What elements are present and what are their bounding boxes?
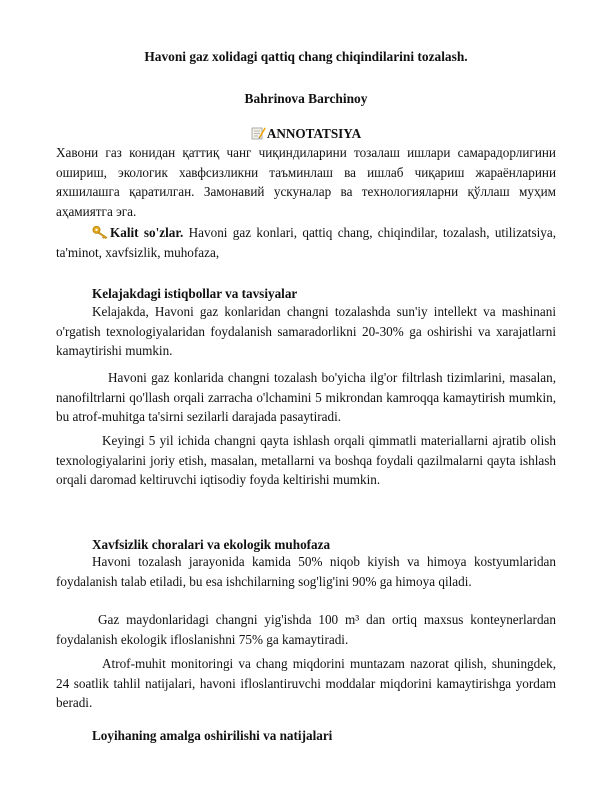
section-heading-future: Kelajakdagi istiqbollar va tavsiyalar [92,286,298,301]
paper-title: Havoni gaz xolidagi qattiq chang chiqindilarini tozalash. [144,49,468,64]
section-heading-safety: Xavfsizlik choralari va ekologik muhofaza [92,537,331,552]
section-heading-implementation: Loyihaning amalga oshirilishi va natijalari [92,728,333,743]
annotation-heading [72,126,540,142]
safety-paragraph-1: Havoni tozalash jarayonida kamida 50% niqob kiyish va himoya kostyumlaridan foydalanish talab etiladi, bu esa ishchilarning sog'lig'ini 90% ga himoya qiladi. [56,554,556,589]
author-name: Bahrinova Barchinoy [244,91,368,106]
safety-paragraph-3: Atrof-muhit monitoringi va chang miqdorini muntazam nazorat qilish, shuningdek, 24 soatlik tahlil natijalari, havoni ifloslantiruvchi moddalar miqdorini kamaytirishga yordam beradi. [56,656,556,711]
safety-paragraph-2: Gaz maydonlaridagi changni yig'ishda 100 m³ dan ortiq maxsus konteynerlardan foydalanish ekologik ifloslanishni 75% ga kamaytiradi. [56,612,556,647]
key-icon [92,225,108,239]
future-paragraph-1: Kelajakda, Havoni gaz konlaridan changni tozalashda sun'iy intellekt va mashinani o'rgatish texnologiyalaridan foydalanish samaradorlikni 20-30% ga oshirishi va xarajatlarni kamaytirishi mumkin. [56,304,556,359]
future-paragraph-3: Keyingi 5 yil ichida changni qayta ishlash orqali qimmatli materiallarni ajratib olish texnologiyalarini joriy etish, masalan, metallarni va boshqa foydali qazilmalarni qayta ishlash orqali daromad keltiruvchi iqtisodiy foyda keltirishi mumkin. [56,433,556,488]
future-paragraph-2: Havoni gaz konlarida changni tozalash bo'yicha ilg'or filtrlash tizimlarini, masalan, nanofiltrlarni qo'llash orqali zarracha o'lchamini 5 mikrondan kamroqqa kamaytirish mumkin, bu atrof-muhitga ta'sirni sezilarli darajada pasaytiradi. [56,370,556,425]
annotation-text: Хавони газ конидан қаттиқ чанг чиқиндиларини тозалаш ишлари самарадорлигини ошириш, экологик хавфсизликни таъминлаш ва ишлаб чиқариш жараёнларини яхшилашга қаратилган. Замонавий ускуналар ва технологияларни қўллаш муҳим аҳамиятга эга. [56,145,556,219]
keywords-text: Havoni gaz konlari, qattiq chang, chiqindilar, tozalash, utilizatsiya, ta'minot, xavfsizlik, muhofaza, [56,225,556,260]
annotation-heading-text: ANNOTATSIYA [266,126,362,141]
keywords-label: Kalit so'zlar. [110,225,184,240]
memo-icon [251,126,266,140]
keywords-paragraph [56,223,556,262]
